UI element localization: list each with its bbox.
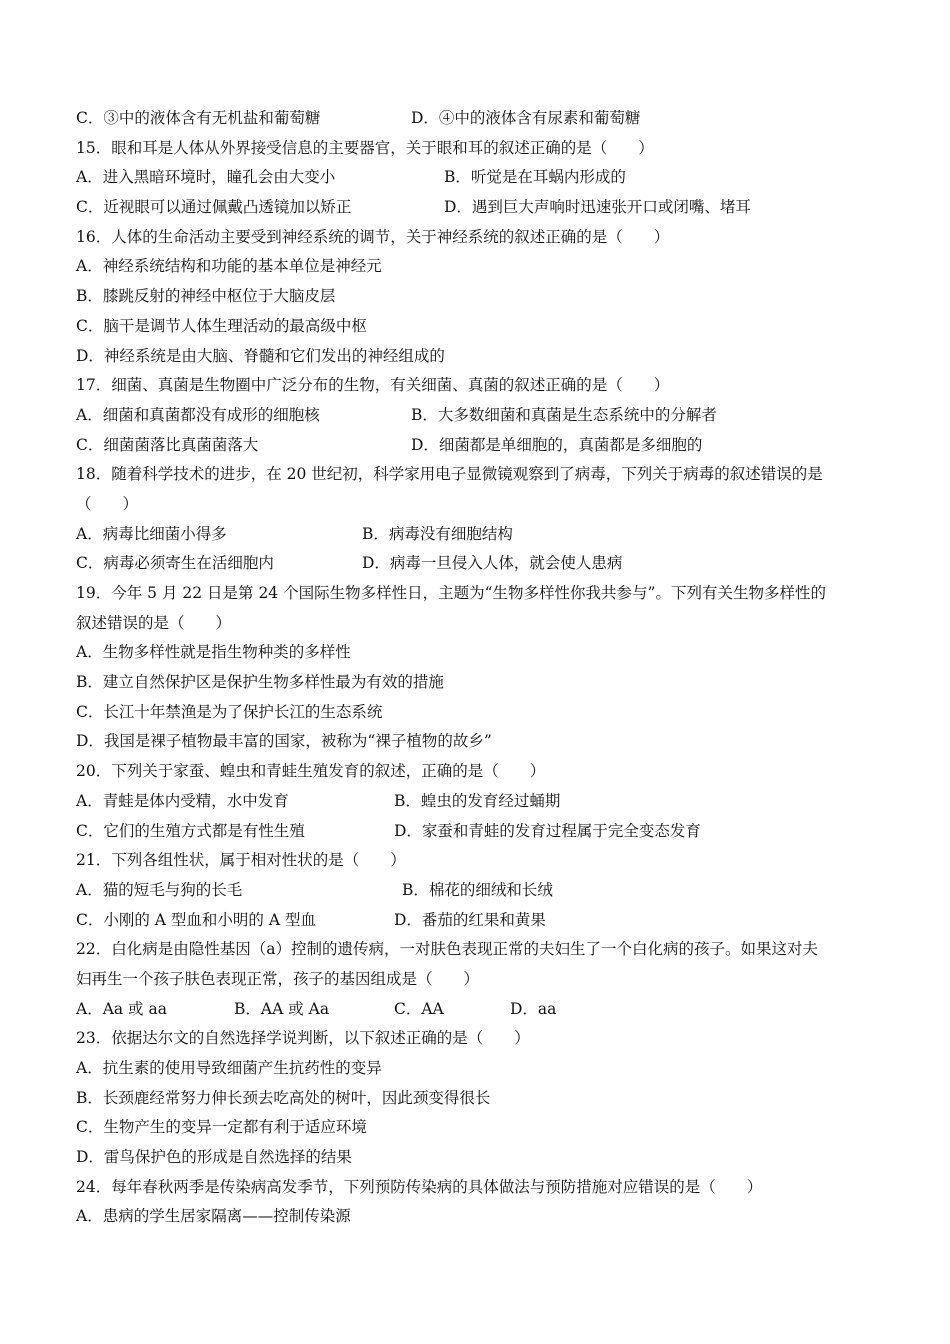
q23-option-b: B．长颈鹿经常努力伸长颈去吃高处的树叶，因此颈变得很长 <box>76 1088 491 1107</box>
q20-option-a: A．青蛙是体内受精，水中发育 <box>76 791 289 810</box>
q19-stem-line2: 叙述错误的是（ ） <box>76 613 232 632</box>
q18-option-b: B．病毒没有细胞结构 <box>362 524 513 543</box>
q18-option-c: C．病毒必须寄生在活细胞内 <box>76 554 274 573</box>
q20-stem: 20．下列关于家蚕、蝗虫和青蛙生殖发育的叙述，正确的是（ ） <box>76 762 546 781</box>
q23-option-c: C．生物产生的变异一定都有利于适应环境 <box>76 1118 367 1137</box>
q22-option-d: D．aa <box>510 999 557 1018</box>
q17-options-cd <box>76 431 876 461</box>
q23-stem: 23．依据达尔文的自然选择学说判断，以下叙述正确的是（ ） <box>76 1029 530 1048</box>
exam-page <box>76 104 876 1232</box>
q15-stem: 15．眼和耳是人体从外界接受信息的主要器官，关于眼和耳的叙述正确的是（ ） <box>76 138 654 157</box>
q18-options-ab <box>76 520 876 550</box>
q17-options-ab <box>76 401 876 431</box>
q21-option-c: C．小刚的 A 型血和小明的 A 型血 <box>76 910 316 929</box>
q16-option-b: B．膝跳反射的神经中枢位于大脑皮层 <box>76 287 336 306</box>
q20-option-b: B．蝗虫的发育经过蛹期 <box>394 791 561 810</box>
q14-options-cd <box>76 104 876 134</box>
q22-option-a: A．Aa 或 aa <box>76 999 167 1018</box>
q23-option-d: D．雷鸟保护色的形成是自然选择的结果 <box>76 1148 352 1167</box>
q21-option-d: D．番茄的红果和黄果 <box>394 910 546 929</box>
q15-options-cd <box>76 193 876 223</box>
q20-options-cd <box>76 817 876 847</box>
q21-option-b: B．棉花的细绒和长绒 <box>402 880 553 899</box>
q22-options <box>76 995 876 1025</box>
q16-option-c: C．脑干是调节人体生理活动的最高级中枢 <box>76 316 367 335</box>
q18-option-d: D．病毒一旦侵入人体，就会使人患病 <box>362 554 623 573</box>
q15-option-a: A．进入黑暗环境时，瞳孔会由大变小 <box>76 168 336 187</box>
q22-option-b: B．AA 或 Aa <box>234 999 330 1018</box>
q23-option-a: A．抗生素的使用导致细菌产生抗药性的变异 <box>76 1059 382 1077</box>
q15-option-b: B．听觉是在耳蜗内形成的 <box>444 168 626 187</box>
q22-stem-line1: 22．白化病是由隐性基因（a）控制的遗传病，一对肤色表现正常的夫妇生了一个白化病的孩子。如果这对夫 <box>76 940 818 959</box>
q19-option-d: D．我国是裸子植物最丰富的国家，被称为“裸子植物的故乡” <box>76 732 492 751</box>
q24-stem: 24．每年春秋两季是传染病高发季节，下列预防传染病的具体做法与预防措施对应错误的是（ ） <box>76 1177 763 1196</box>
q19-option-c: C．长江十年禁渔是为了保护长江的生态系统 <box>76 702 383 721</box>
q22-stem-line2: 妇再生一个孩子肤色表现正常，孩子的基因组成是（ ） <box>76 969 480 988</box>
q17-option-d: D．细菌都是单细胞的，真菌都是多细胞的 <box>411 435 703 454</box>
q21-options-ab <box>76 876 876 906</box>
q16-stem: 16．人体的生命活动主要受到神经系统的调节，关于神经系统的叙述正确的是（ ） <box>76 227 670 246</box>
q18-option-a: A．病毒比细菌小得多 <box>76 524 227 543</box>
q18-options-cd <box>76 549 876 579</box>
q15-option-c: C．近视眼可以通过佩戴凸透镜加以矫正 <box>76 198 352 217</box>
q21-options-cd <box>76 906 876 936</box>
q15-option-d: D．遇到巨大声响时迅速张开口或闭嘴、堵耳 <box>444 198 751 217</box>
q17-option-b: B．大多数细菌和真菌是生态系统中的分解者 <box>411 405 717 424</box>
q19-option-a: A．生物多样性就是指生物种类的多样性 <box>76 643 351 662</box>
q16-option-d: D．神经系统是由大脑、脊髓和它们发出的神经组成的 <box>76 346 445 365</box>
q20-options-ab <box>76 787 876 817</box>
q14-option-c: C．③中的液体含有无机盐和葡萄糖 <box>76 109 321 127</box>
q17-stem: 17．细菌、真菌是生物圈中广泛分布的生物，有关细菌、真菌的叙述正确的是（ ） <box>76 376 670 395</box>
q21-stem: 21．下列各组性状，属于相对性状的是（ ） <box>76 851 406 870</box>
q21-option-a: A．猫的短毛与狗的长毛 <box>76 880 243 899</box>
q20-option-d: D．家蚕和青蛙的发育过程属于完全变态发育 <box>394 821 701 840</box>
q18-stem-line2: （ ） <box>76 494 139 513</box>
q24-option-a: A．患病的学生居家隔离——控制传染源 <box>76 1207 351 1226</box>
q18-stem-line1: 18．随着科学技术的进步，在 20 世纪初，科学家用电子显微镜观察到了病毒，下列关于病毒的叙述错误的是 <box>76 465 823 484</box>
q15-options-ab <box>76 163 876 193</box>
q19-stem-line1: 19．今年 5 月 22 日是第 24 个国际生物多样性日，主题为“生物多样性你我共参与”。下列有关生物多样性的 <box>76 584 826 602</box>
q17-option-a: A．细菌和真菌都没有成形的细胞核 <box>76 405 320 424</box>
q20-option-c: C．它们的生殖方式都是有性生殖 <box>76 821 305 840</box>
q22-option-c: C．AA <box>394 999 444 1018</box>
q16-option-a: A．神经系统结构和功能的基本单位是神经元 <box>76 257 382 276</box>
q19-option-b: B．建立自然保护区是保护生物多样性最为有效的措施 <box>76 673 444 692</box>
q17-option-c: C．细菌菌落比真菌菌落大 <box>76 435 259 454</box>
q14-option-d: D．④中的液体含有尿素和葡萄糖 <box>411 109 641 127</box>
